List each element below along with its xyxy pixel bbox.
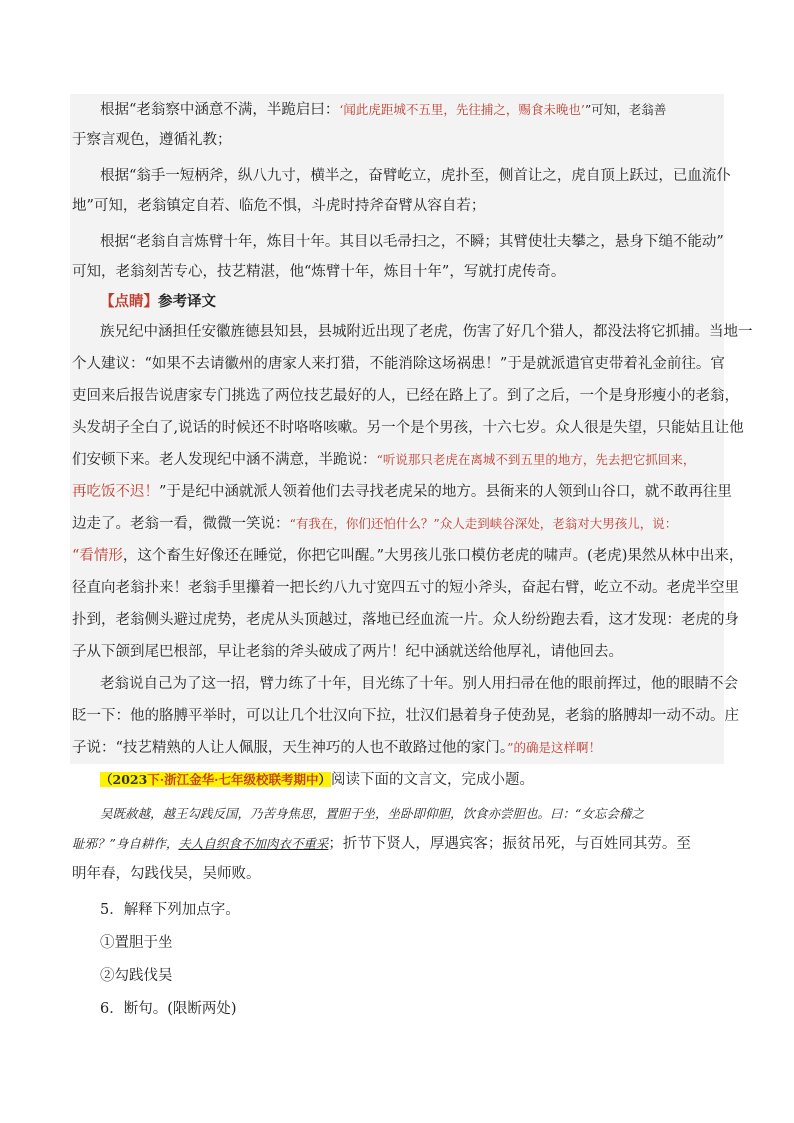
translation-line: 个人建议：“如果不去请徽州的唐家人来打猎，不能消除这场祸患！”于是就派遣官吏带着礼金前往。官 xyxy=(72,356,725,372)
classical-text: ；折节下贤人，厚遇宾客；振贫吊死，与百姓同其劳。至 xyxy=(328,836,691,852)
translation-line: 头发胡子全白了,说话的时候还不时咯咯咳嗽。另一个是个男孩，十六七岁。众人很是失望，只能姑且让他 xyxy=(72,420,744,436)
analysis-line: 根据“老翁自言炼臂十年，炼目十年。其目以毛帚扫之，不瞬；其臂使壮夫攀之，悬身下缒不能动” xyxy=(100,234,724,250)
translation-line: 径直向老翁扑来！老翁手里攥着一把长约八九寸宽四五寸的短小斧头，奋起右臂，屹立不动。老虎半空里 xyxy=(72,580,739,596)
dianjing-heading xyxy=(100,292,216,312)
quote-text: ”的确是这样啊！ xyxy=(507,740,602,755)
quote-text: “听说那只老虎在离城不到五里的地方，先去把它抓回来， xyxy=(376,452,696,467)
translation-line xyxy=(72,546,743,566)
question-6: 6．断句。(限断两处) xyxy=(100,1001,237,1017)
quote-text: 再吃饭不迟！ xyxy=(72,484,159,500)
question-source-line xyxy=(100,770,534,790)
translation-line: 族兄纪中涵担任安徽旌德县知县，县城附近出现了老虎，伤害了好几个猎人，都没法将它抓捕。当地一 xyxy=(100,324,753,340)
translation-line: 吏回来后报告说唐家专门挑选了两位技艺最好的人，已经在路上了。到了之后，一个是身形瘦小的老翁， xyxy=(72,388,739,404)
translation-text: ”于是纪中涵就派人领着他们去寻找老虎呆的地方。县衙来的人领到山谷口，就不敢再往里 xyxy=(159,484,732,500)
translation-line: 老翁说自己为了这一招，臂力练了十年，目光练了十年。别人用扫帚在他的眼前挥过，他的眼睛不会 xyxy=(100,676,738,692)
translation-line xyxy=(72,482,732,502)
source-close: ） xyxy=(318,772,332,787)
translation-line xyxy=(72,514,677,534)
analysis-text: 根据“老翁察中涵意不满，半跪启曰： xyxy=(100,102,340,118)
analysis-line: 可知，老翁刻苦专心，技艺精湛，他“炼臂十年，炼目十年”，写就打虎传奇。 xyxy=(72,264,566,280)
quote-text: “看情形 xyxy=(72,548,123,564)
translation-line: 子从下颌到尾巴根部，早让老翁的斧头破成了两片！纪中涵就送给他厚礼，请他回去。 xyxy=(72,644,623,660)
translation-text: 边走了。老翁一看，微微一笑说： xyxy=(72,516,290,532)
classical-text-line: 明年春，勾践伐吴，吴师败。 xyxy=(72,866,261,882)
classical-text: 耻邪？”身自耕作， xyxy=(72,836,179,851)
analysis-line xyxy=(100,100,666,120)
translation-line xyxy=(72,738,601,758)
source-year: （2023 xyxy=(100,772,148,787)
translation-text: 们安顿下来。老人发现纪中涵不满意，半跪说： xyxy=(72,452,377,468)
translation-line: 扑到，老翁侧头避过虎势，老虎从头顶越过，落地已经血流一片。众人纷纷跑去看，这才发现：老虎的身 xyxy=(72,612,739,628)
classical-text-line xyxy=(72,834,691,854)
underlined-sentence: 夫人自织食不加肉衣不重采 xyxy=(178,836,329,851)
analysis-text: ”可知，老翁善 xyxy=(584,102,667,117)
analysis-line: 根据“翁手一短柄斧，纵八九寸，横半之，奋臂屹立，虎扑至，侧首让之，虎自顶上跃过，已血流仆 xyxy=(100,168,731,184)
dianjing-title: 参考译文 xyxy=(158,293,216,310)
analysis-line: 于察言观色，遵循礼教； xyxy=(72,132,232,148)
dianjing-label: 【点睛】 xyxy=(100,293,158,310)
translation-line xyxy=(72,450,695,470)
instruction-text: 阅读下面的文言文，完成小题。 xyxy=(331,772,535,788)
source-exam: 下·浙江金华·七年级校联考期中 xyxy=(147,772,319,787)
question-5-item-1: ①置胆于坐 xyxy=(100,935,173,951)
question-5-item-2: ②勾践伐吴 xyxy=(100,968,173,984)
translation-line: 眨一下：他的胳膊平举时，可以让几个壮汉向下拉，壮汉们悬着身子使劲晃，老翁的胳膊却一动不动。庄 xyxy=(72,708,739,724)
translation-text: ，这个畜生好像还在睡觉，你把它叫醒。”大男孩儿张口模仿老虎的啸声。(老虎)果然从林中出来， xyxy=(122,548,744,564)
quote-text: ‘闻此虎距城不五里，先往捕之，赐食未晚也’ xyxy=(339,102,585,117)
source-highlight xyxy=(100,772,331,787)
quote-text: “有我在，你们还怕什么？”众人走到峡谷深处，老翁对大男孩儿，说： xyxy=(289,516,678,531)
translation-text: 子说：“技艺精熟的人让人佩服，天生神巧的人也不敢路过他的家门。 xyxy=(72,740,508,756)
question-5: 5．解释下列加点字。 xyxy=(100,902,240,918)
analysis-line: 地”可知，老翁镇定自若、临危不惧，斗虎时持斧奋臂从容自若； xyxy=(72,198,486,214)
classical-text-line: 吴既赦越，越王勾践反国，乃苦身焦思，置胆于坐，坐卧即仰胆，饮食亦尝胆也。曰：“女忘会稽之 xyxy=(100,806,644,821)
